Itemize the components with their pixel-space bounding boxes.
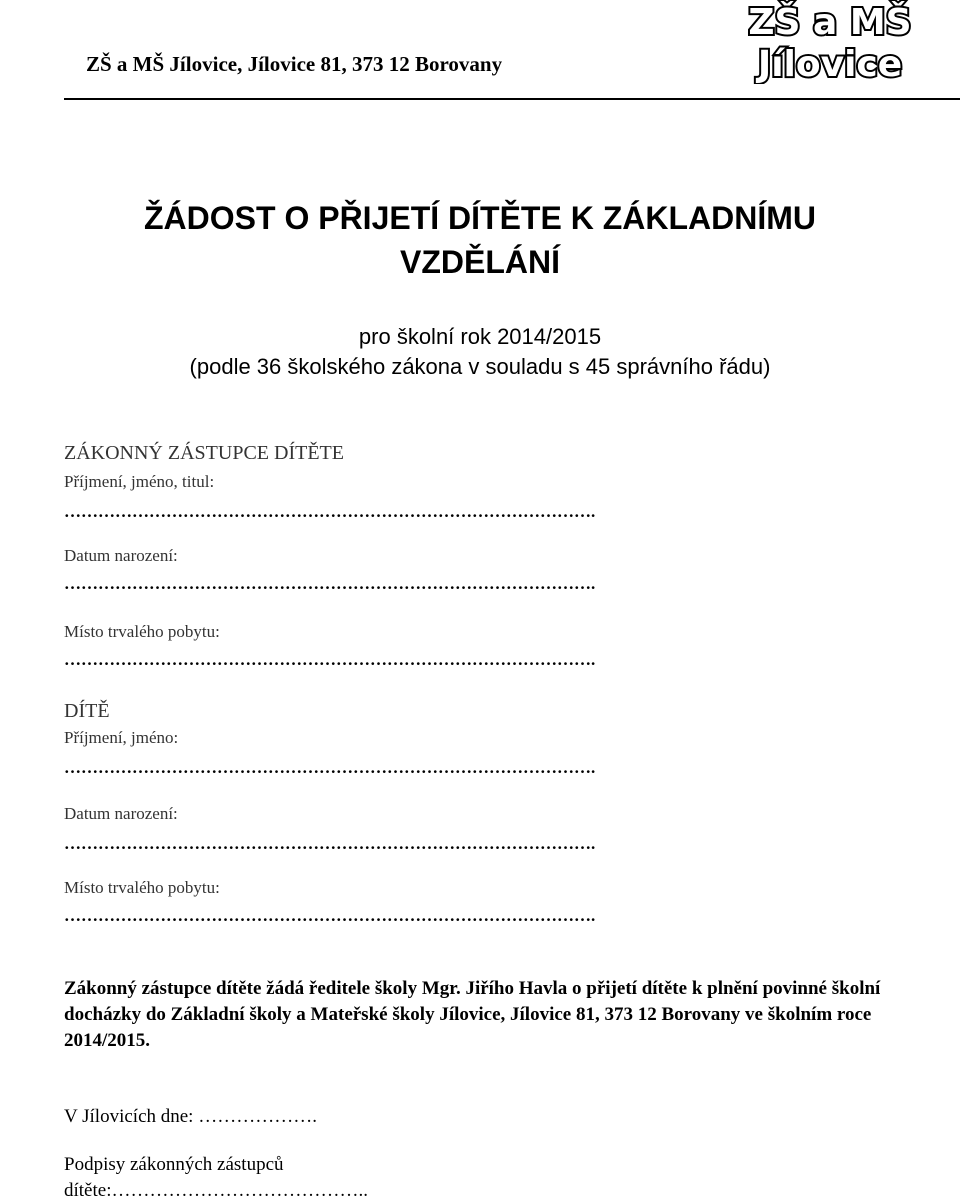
subtitle-line1: pro školní rok 2014/2015 — [358, 324, 602, 349]
child-birth-label: Datum narození: — [64, 804, 178, 823]
school-address: ZŠ a MŠ Jílovice, Jílovice 81, 373 12 Borovany — [86, 52, 503, 76]
guardian-residence-label: Místo trvalého pobytu: — [64, 622, 220, 641]
signature-label: Podpisy zákonných zástupců — [64, 1154, 284, 1175]
child-heading: DÍTĚ — [64, 700, 110, 722]
child-signature-field[interactable]: dítěte:………………………………….. — [64, 1180, 368, 1201]
page-header — [0, 0, 960, 102]
subtitle-line2: (podle 36 školského zákona v souladu s 45 správního řádu) — [189, 354, 771, 379]
guardian-name-label: Příjmení, jméno, titul: — [64, 472, 215, 491]
guardian-birth-field[interactable]: …………………………………………………………………………………. — [64, 574, 596, 593]
title-line1: ŽÁDOST O PŘIJETÍ DÍTĚTE K ZÁKLADNÍMU — [144, 200, 816, 236]
title-line2: VZDĚLÁNÍ — [400, 244, 560, 280]
header-divider — [64, 98, 960, 100]
child-name-field[interactable]: …………………………………………………………………………………. — [64, 758, 596, 777]
child-residence-field[interactable]: …………………………………………………………………………………. — [64, 906, 596, 925]
logo-line2: Jílovice — [757, 44, 903, 84]
child-birth-field[interactable]: …………………………………………………………………………………. — [64, 834, 596, 853]
guardian-name-field[interactable]: …………………………………………………………………………………. — [64, 502, 596, 521]
child-residence-label: Místo trvalého pobytu: — [64, 878, 220, 897]
guardian-birth-label: Datum narození: — [64, 546, 178, 565]
place-date-field[interactable]: V Jílovicích dne: ………………. — [64, 1106, 317, 1127]
child-name-label: Příjmení, jméno: — [64, 728, 179, 747]
guardian-residence-field[interactable]: …………………………………………………………………………………. — [64, 650, 596, 669]
guardian-heading: ZÁKONNÝ ZÁSTUPCE DÍTĚTE — [64, 442, 344, 464]
logo-line1: ZŠ a MŠ — [748, 2, 912, 43]
document-subtitle — [0, 322, 960, 382]
school-logo — [740, 0, 920, 84]
request-statement: Zákonný zástupce dítěte žádá ředitele školy Mgr. Jiřího Havla o přijetí dítěte k plnění povinné školní docházky do Základní školy a Mateřské školy Jílovice, Jílovice 81, 373 12 Borovany ve školním roce 2014/2015. — [64, 978, 881, 1051]
document-title — [0, 196, 960, 284]
